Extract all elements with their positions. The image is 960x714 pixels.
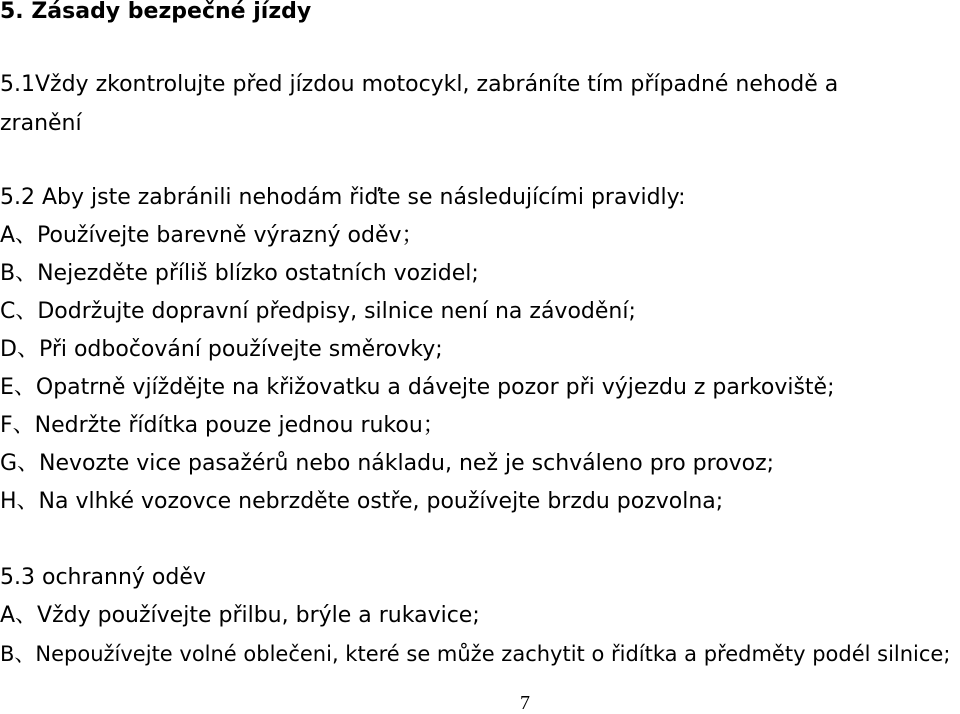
clothing-item-b: B、Nepoužívejte volné oblečeni, které se může zachytit o řidítka a předměty podél silnice; (0, 642, 951, 666)
section-3-heading: 5.3 ochranný oděv (0, 565, 206, 590)
page-title: 5. Zásady bezpečné jízdy (0, 0, 312, 24)
page-number: 7 (520, 692, 530, 714)
rule-item-d: D、Při odbočování používejte směrovky; (0, 337, 443, 362)
rule-item-g: G、Nevozte vice pasažérů nebo nákladu, než je schváleno pro provoz; (0, 451, 775, 476)
clothing-item-a: A、Vždy používejte přilbu, brýle a rukavice; (0, 603, 480, 628)
section-1-line-1: 5.1Vždy zkontrolujte před jízdou motocykl, zabráníte tím případné nehodě a (0, 72, 839, 97)
rule-item-e: E、Opatrně vjíždějte na křižovatku a dávejte pozor při výjezdu z parkoviště; (0, 375, 835, 400)
rule-item-h: H、Na vlhké vozovce nebrzděte ostře, používejte brzdu pozvolna; (0, 489, 724, 514)
section-2-heading: 5.2 Aby jste zabránili nehodám řiďte se následujícími pravidly: (0, 185, 686, 210)
rule-item-a: A、Používejte barevně výrazný oděv； (0, 223, 424, 248)
rule-item-c: C、Dodržujte dopravní předpisy, silnice není na závodění; (0, 299, 636, 324)
rule-item-b: B、Nejezděte příliš blízko ostatních vozidel; (0, 261, 479, 286)
section-1-line-2: zranění (0, 111, 82, 136)
rule-item-f: F、Nedržte řídítka pouze jednou rukou； (0, 413, 445, 438)
